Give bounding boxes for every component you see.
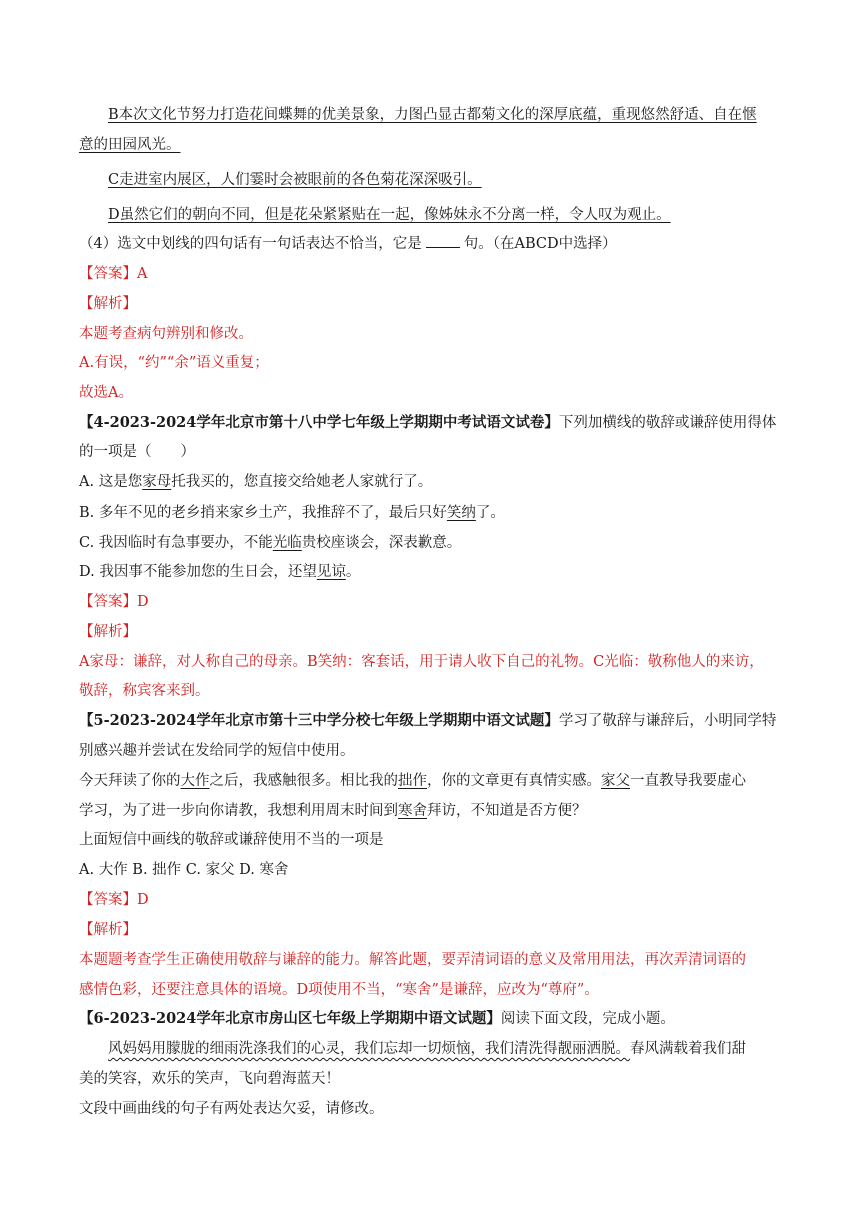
q5-answer: 【答案】D (79, 594, 149, 610)
option-b-line-2: 意的田园风光。 (79, 137, 181, 153)
q6-analysis-line: 感情色彩，还要注意具体的语境。D项使用不当，“寒舍”是谦辞，应改为“尊府”。 (79, 982, 599, 998)
q6-analysis-line: 本题题考查学生正确使用敬辞与谦辞的能力。解答此题，要弄清词语的意义及常用用法，再次弄清词语的 (79, 952, 746, 968)
q5-stem-2: 的一项是（ ） (79, 444, 195, 460)
q7-passage-line-2: 美的笑容，欢乐的笑声，飞向碧海蓝天！ (79, 1071, 340, 1087)
q7-source: 【6-2023-2024学年北京市房山区七年级上学期期中语文试题】 (79, 1010, 501, 1027)
q5-source: 【4-2023-2024学年北京市第十八中学七年级上学期期中考试语文试卷】 (79, 414, 559, 431)
option-c: C走进室内展区，人们霎时会被眼前的各色菊花深深吸引。 (108, 172, 482, 188)
q7-passage-line-1: 风妈妈用朦胧的细雨洗涤我们的心灵，我们忘却一切烦恼，我们清洗得靓丽洒脱。春风满载着我们甜 (108, 1041, 746, 1057)
q5-option-a: A. 这是您家母托我买的，您直接交给她老人家就行了。 (79, 474, 433, 490)
q5-option-d: D. 我因事不能参加您的生日会，还望见谅。 (79, 564, 361, 580)
q6-options: A. 大作 B. 拙作 C. 家父 D. 寒舍 (79, 862, 289, 878)
q4-stem: （4）选文中划线的四句话有一句话表达不恰当，它是 句。（在ABCD中选择） (79, 236, 617, 252)
q5-option-b: B. 多年不见的老乡捎来家乡土产，我推辞不了，最后只好笑纳了。 (79, 505, 505, 521)
q5-analysis-label: 【解析】 (79, 624, 137, 640)
q6-stem: 【5-2023-2024学年北京市第十三中学分校七年级上学期期中语文试题】学习了敬辞与谦辞后，小明同学特 (79, 712, 777, 729)
q6-answer: 【答案】D (79, 892, 149, 908)
q6-message-line-2: 学习，为了进一步向你请教，我想利用周末时间到寒舍拜访，不知道是否方便？ (79, 803, 587, 819)
q4-answer: 【答案】A (79, 266, 148, 282)
q5-stem: 【4-2023-2024学年北京市第十八中学七年级上学期期中考试语文试卷】下列加横线的敬辞或谦辞使用得体 (79, 414, 777, 431)
q5-analysis-line: A家母：谦辞，对人称自己的母亲。B笑纳：客套话，用于请人收下自己的礼物。C光临：敬称他人的来访， (79, 654, 764, 670)
q6-analysis-label: 【解析】 (79, 922, 137, 938)
q6-source: 【5-2023-2024学年北京市第十三中学分校七年级上学期期中语文试题】 (79, 712, 559, 729)
q6-message-line-1: 今天拜读了你的大作之后，我感触很多。相比我的拙作，你的文章更有真情实感。家父一直教导我要虚心 (79, 773, 746, 789)
q7-stem: 【6-2023-2024学年北京市房山区七年级上学期期中语文试题】阅读下面文段，完成小题。 (79, 1010, 675, 1027)
q4-analysis-line: A.有误，“约”“余”语义重复； (79, 355, 269, 371)
q5-analysis-line: 敬辞，称宾客来到。 (79, 683, 210, 699)
option-d: D虽然它们的朝向不同，但是花朵紧紧贴在一起，像姊妹永不分离一样，令人叹为观止。 (108, 207, 671, 223)
q6-question: 上面短信中画线的敬辞或谦辞使用不当的一项是 (79, 832, 384, 848)
option-b-line-1: B本次文化节努力打造花间蝶舞的优美景象，力图凸显古都菊文化的深厚底蕴，重现悠然舒适、自在惬 (108, 107, 757, 123)
q4-analysis-line: 本题考查病句辨别和修改。 (79, 326, 253, 342)
q5-option-c: C. 我因临时有急事要办，不能光临贵校座谈会，深表歉意。 (79, 535, 462, 551)
answer-blank (426, 235, 460, 248)
q4-analysis-line: 故选A。 (79, 385, 133, 401)
q7-task: 文段中画曲线的句子有两处表达欠妥，请修改。 (79, 1101, 384, 1117)
q6-stem-2: 别感兴趣并尝试在发给同学的短信中使用。 (79, 743, 355, 759)
q4-analysis-label: 【解析】 (79, 296, 137, 312)
